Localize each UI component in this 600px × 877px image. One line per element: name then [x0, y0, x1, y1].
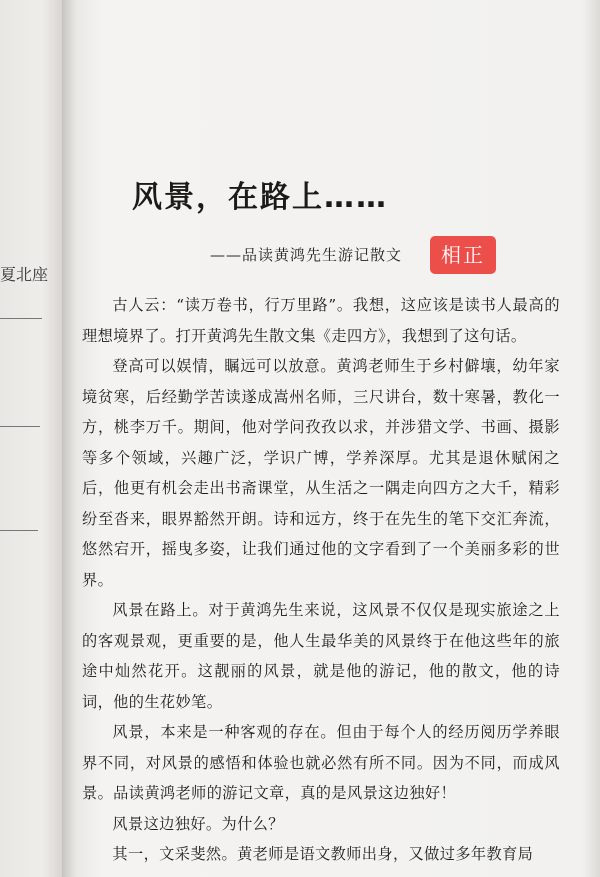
- left-page-text: 夏北座: [0, 265, 49, 284]
- left-page-rule: [0, 318, 42, 319]
- paragraph: 风景这边独好。为什么？: [112, 814, 284, 833]
- red-stamp-label: 相正: [430, 236, 496, 274]
- left-page-rule: [0, 426, 40, 427]
- paragraph: 登高可以娱情，瞩远可以放意。黄鸿老师生于乡村僻壤，幼年家境贫寒，后经勤学苦读遂成嵩州名师，三尺讲台，数十寒暑，教化一方，桃李万千。期间，他对学问孜孜以求，并涉猎文学、书画、摄影等多个领域，兴趣广泛，学识广博，学养深厚。尤其是退休赋闲之后，他更有机会走出书斋课堂，从生活之一隅走向四方之大千，精彩纷至沓来，眼界豁然开朗。诗和远方，终于在先生的笔下交汇奔流，悠然宕开，摇曳多姿，让我们通过他的文字看到了一个美丽多彩的世界。: [82, 357, 560, 589]
- paragraph: 风景，本来是一种客观的存在。但由于每个人的经历阅历学养眼界不同，对风景的感悟和体验也就必然有所不同。因为不同，而成风景。品读黄鸿老师的游记文章，真的是风景这边独好！: [82, 723, 560, 802]
- article-body: [82, 290, 560, 870]
- article-title: 风景，在路上……: [132, 180, 388, 215]
- left-page-rule: [0, 530, 38, 531]
- article-subtitle: ——品读黄鸿先生游记散文: [210, 246, 403, 264]
- paragraph: 其一，文采斐然。黄老师是语文教师出身，又做过多年教育局: [112, 845, 534, 863]
- paragraph: 古人云：“读万卷书，行万里路”。我想，这应该是读书人最高的理想境界了。打开黄鸿先生散文集《走四方》，我想到了这句话。: [82, 296, 560, 345]
- left-page: [0, 0, 70, 877]
- paragraph: 风景在路上。对于黄鸿先生来说，这风景不仅仅是现实旅途之上的客观景观，更重要的是，他人生最华美的风景终于在他这些年的旅途中灿然花开。这靓丽的风景，就是他的游记，他的散文，他的诗词，他的生花妙笔。: [82, 601, 560, 711]
